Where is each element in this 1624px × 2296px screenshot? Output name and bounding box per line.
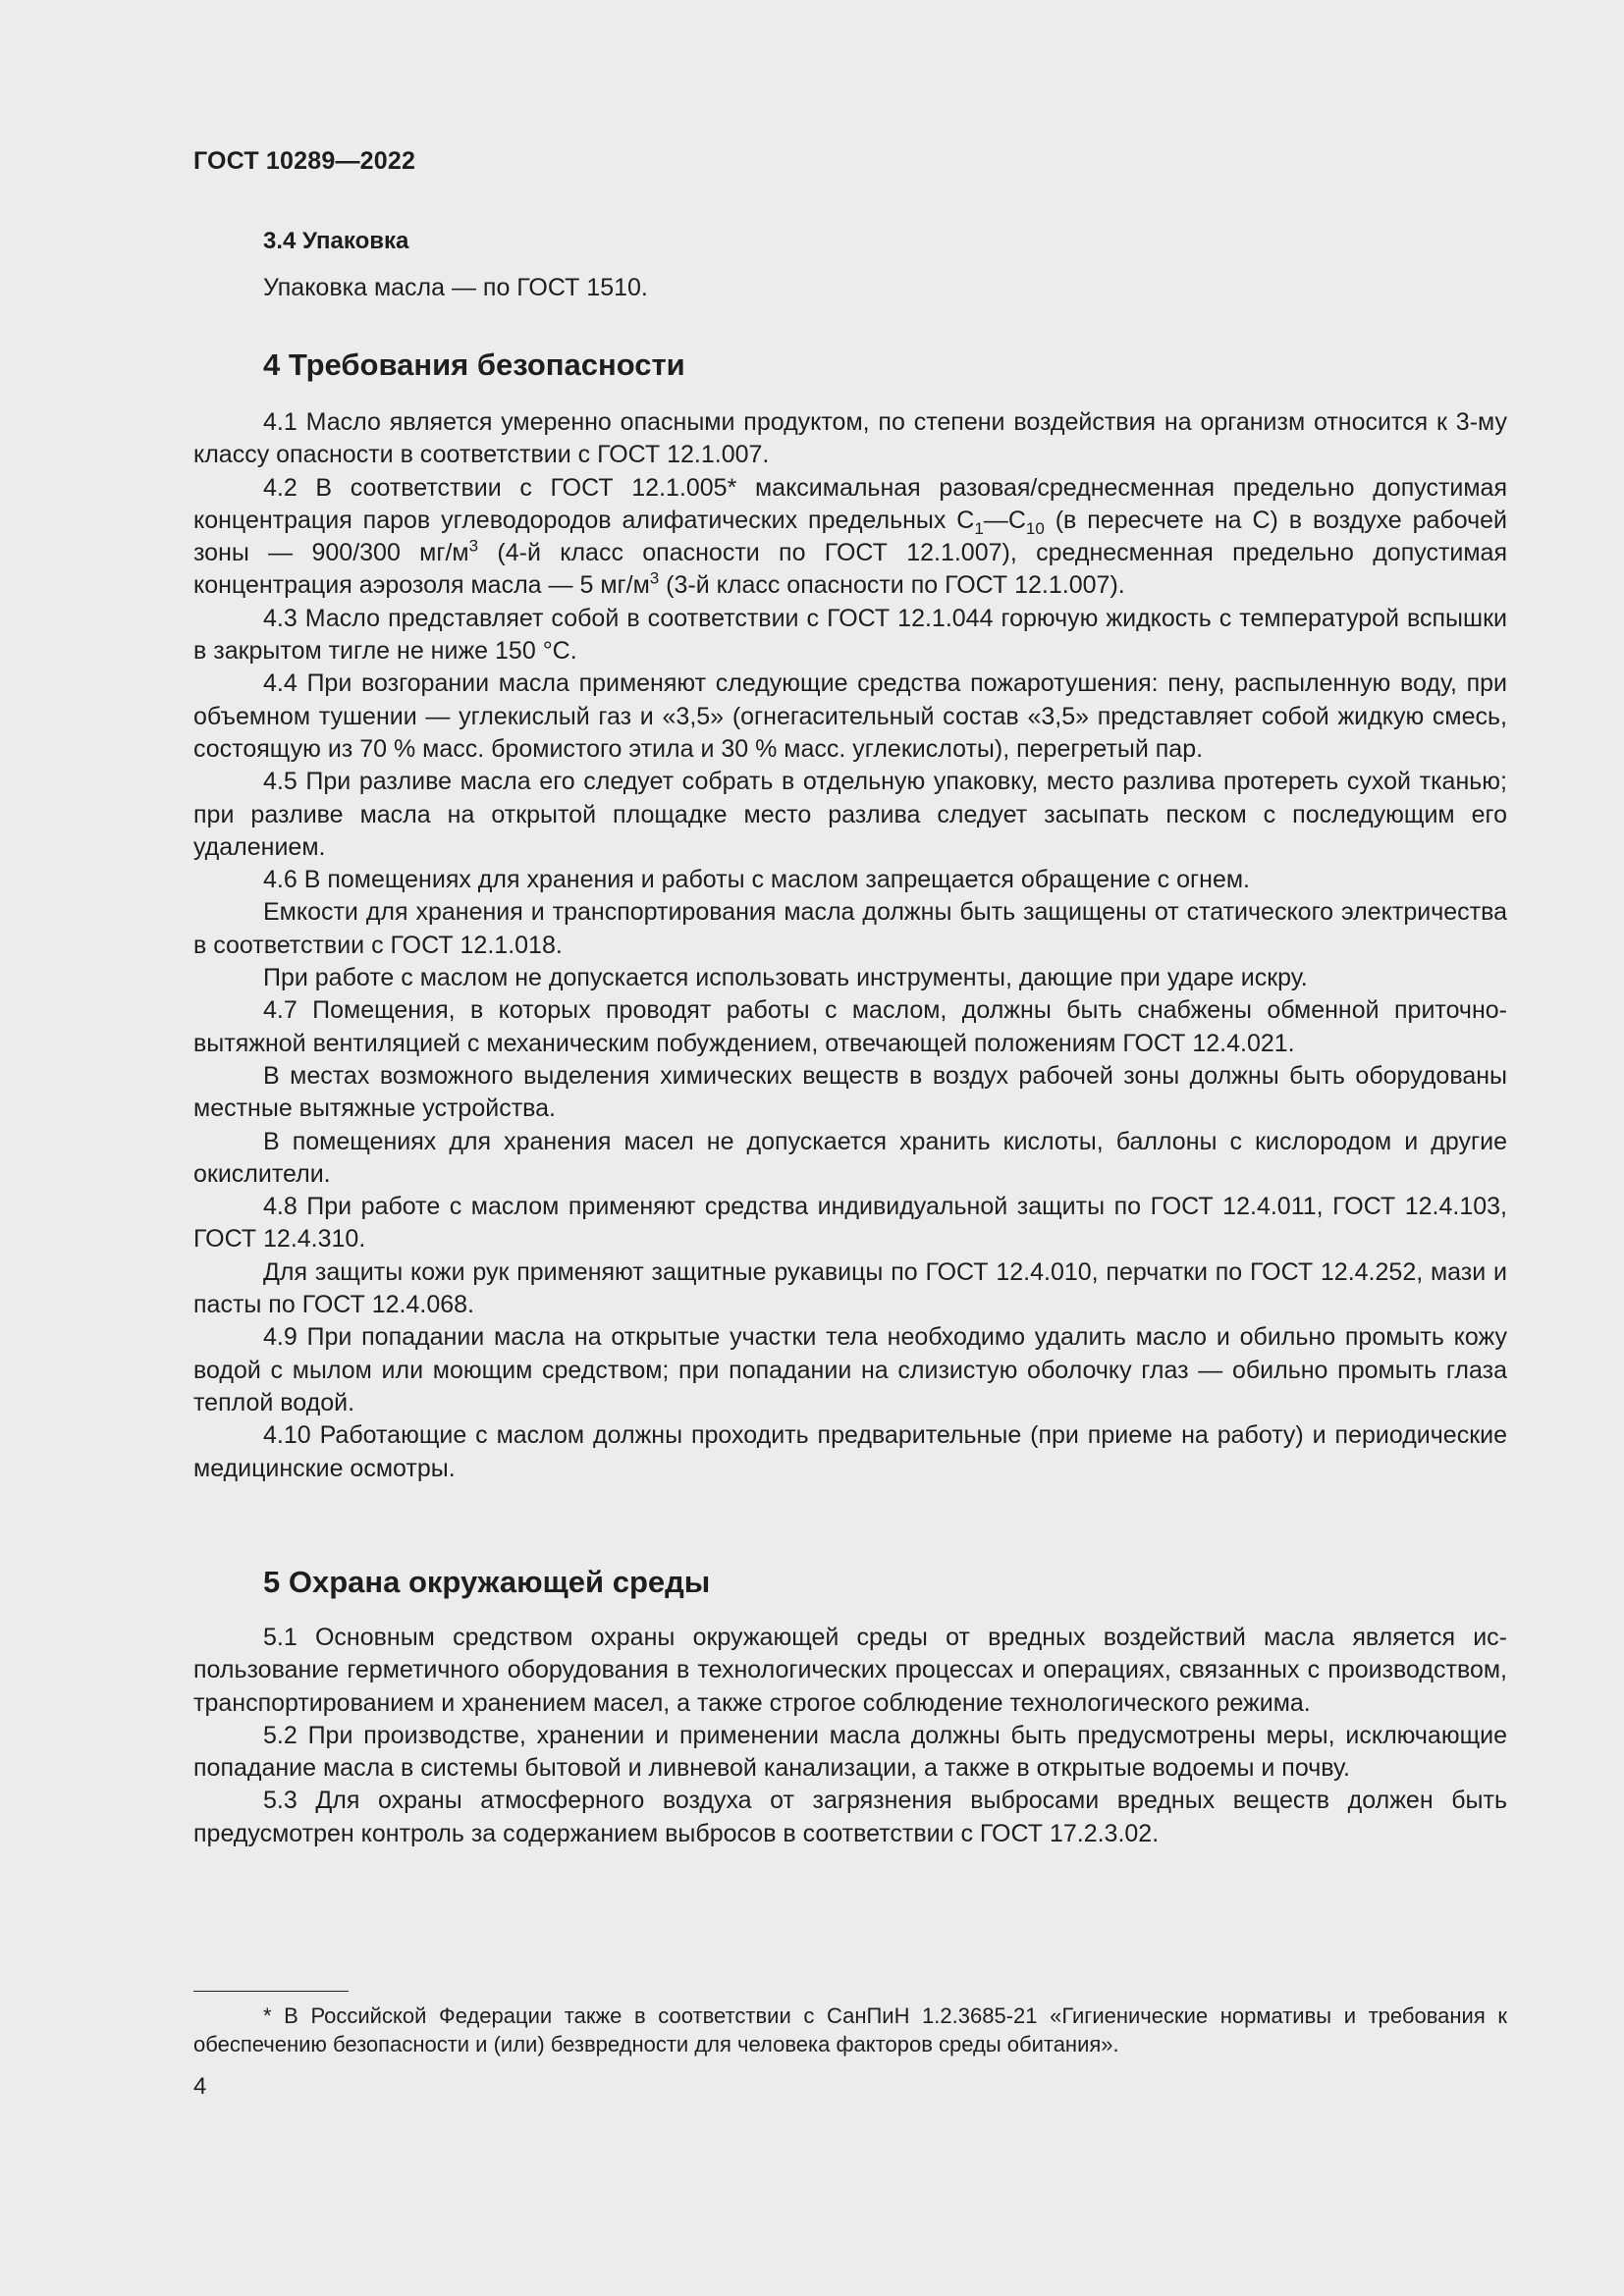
section-4-heading: 4 Требования безопасности (263, 347, 685, 382)
p42-sup-1: 3 (468, 536, 479, 556)
section-3-4-heading: 3.4 Упаковка (263, 228, 409, 254)
paragraph-4-1: 4.1 Масло является умеренно опасными продуктом, по степени воздействия на организм относится к 3-му классу опасности в соответствии с ГОСТ 12.1.007. (193, 408, 1507, 469)
paragraph-4-6-b: Емкости для хранения и транспортирования масла должны быть защищены от статического электричества в соответствии с ГОСТ 12.1.018. (193, 898, 1507, 959)
paragraph-4-4: 4.4 При возгорании масла применяют следующие средства пожаротушения: пену, распыленную воду, при объемном тушении — углекислый газ и «3,5» (огнегасительный состав «3,5» представляет собой жидкую смесь, состоящую из 70 % масс. бромистого этила и 30 % масс. углекислоты), перегретый пар. (193, 669, 1507, 763)
paragraph-4-7: 4.7 Помещения, в которых проводят работы с маслом, должны быть снабжены обменной приточно-вытяжной вентиляцией с механическим побуждением, отвечающей положениям ГОСТ 12.4.021. (193, 996, 1507, 1057)
paragraph-4-2 (193, 472, 1507, 603)
paragraph-4-7-b: В местах возможного выделения химических веществ в воздух рабочей зоны должны быть оборудованы местные вытяжные устройства. (193, 1061, 1507, 1123)
footnote-separator (193, 1991, 349, 1992)
paragraph-4-9: 4.9 При попадании масла на открытые участки тела необходимо удалить масло и обильно промыть кожу водой с мылом или моющим средством; при попадании на слизистую оболочку глаз — обильно промыть глаза теплой водой. (193, 1323, 1507, 1416)
footnote: * В Российской Федерации также в соответствии с СанПиН 1.2.3685-21 «Гигиенические нормативы и требования к обеспечению безопасности и (или) безвредности для человека факторов среды обитания». (193, 2003, 1507, 2056)
paragraph-4-8: 4.8 При работе с маслом применяют средства индивидуальной защиты по ГОСТ 12.4.011, ГОСТ 12.4.103, ГОСТ 12.4.310. (193, 1193, 1507, 1254)
section-5-body (193, 1622, 1507, 1850)
paragraph-5-2: 5.2 При производстве, хранении и применении масла должны быть предусмотрены меры, исключающие попадание масла в системы бытовой и ливневой канализации, а также в открытые водоемы и почву. (193, 1721, 1507, 1783)
paragraph-4-7-c: В помещениях для хранения масел не допускается хранить кислоты, баллоны с кислородом и другие окислители. (193, 1127, 1507, 1188)
p42-text-c: (в пересчете на С) в воздухе рабочей зоны — 900/300 мг/м (193, 506, 1507, 567)
page-number: 4 (193, 2073, 207, 2100)
p42-sub-10: 10 (1025, 518, 1045, 538)
p42-text-e: (3-й класс опасности по ГОСТ 12.1.007). (659, 571, 1125, 600)
paragraph-5-1: 5.1 Основным средством охраны окружающей среды от вредных воздействий масла является использование герметичного оборудования в технологических процессах и операциях, связанных с производством, транспортированием и хранением масел, а также строгое соблюдение технологического режима. (193, 1624, 1507, 1717)
p42-text-a: 4.2 В соответствии с ГОСТ 12.1.005* максимальная разовая/среднесменная предельно допустимая концентрация паров углеводородов алифатических предельных С (193, 473, 1507, 534)
paragraph-4-3: 4.3 Масло представляет собой в соответствии с ГОСТ 12.1.044 горючую жидкость с температурой вспышки в закрытом тигле не ниже 150 °С. (193, 604, 1507, 666)
paragraph-5-3: 5.3 Для охраны атмосферного воздуха от загрязнения выбросами вредных веществ должен быть предусмотрен контроль за содержанием выбросов в соответствии с ГОСТ 17.2.3.02. (193, 1787, 1507, 1847)
paragraph-4-10: 4.10 Работающие с маслом должны проходить предварительные (при приеме на работу) и периодические медицинские осмотры. (193, 1421, 1507, 1482)
p42-text-b: —С (983, 506, 1026, 534)
document-header: ГОСТ 10289—2022 (193, 147, 416, 175)
p42-sub-1: 1 (974, 518, 984, 538)
paragraph-4-6: 4.6 В помещениях для хранения и работы с маслом запрещается обращение с огнем. (263, 866, 1250, 894)
paragraph-4-8-b: Для защиты кожи рук применяют защитные рукавицы по ГОСТ 12.4.010, перчатки по ГОСТ 12.4.252, мази и пасты по ГОСТ 12.4.068. (193, 1257, 1507, 1319)
section-4-body (193, 406, 1507, 1485)
p42-text-d: (4-й класс опасности по ГОСТ 12.1.007), среднесменная предельно допустимая концентрация аэрозоля масла — 5 мг/м (193, 539, 1507, 600)
p42-sup-2: 3 (649, 569, 660, 589)
section-5-heading: 5 Охрана окружающей среды (263, 1565, 711, 1599)
section-3-4-text: Упаковка масла — по ГОСТ 1510. (263, 274, 648, 301)
paragraph-4-6-c: При работе с маслом не допускается использовать инструменты, дающие при ударе искру. (263, 964, 1308, 992)
paragraph-4-5: 4.5 При разливе масла его следует собрать в отдельную упаковку, место разлива протереть сухой тканью; при разливе масла на открытой площадке место разлива следует засыпать песком с последующим его удалением. (193, 768, 1507, 861)
